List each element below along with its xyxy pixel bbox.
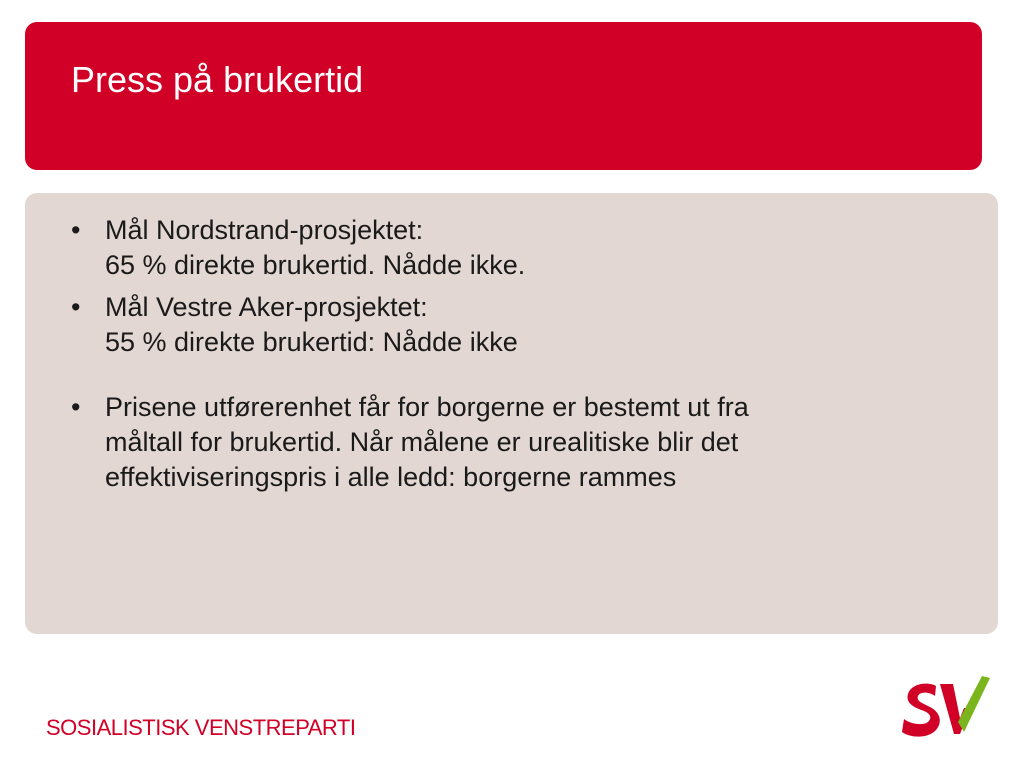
content-box xyxy=(25,193,998,634)
sv-logo-icon xyxy=(898,672,994,744)
bullet-item xyxy=(71,213,971,283)
bullet-line: Prisene utførerenhet får for borgerne er bestemt ut fra xyxy=(105,392,749,422)
bullet-item xyxy=(71,390,971,495)
bullet-line: Mål Nordstrand-prosjektet: xyxy=(105,215,424,245)
party-name: SOSIALISTISK VENSTREPARTI xyxy=(46,715,356,740)
bullet-line: Mål Vestre Aker-prosjektet: xyxy=(105,292,428,322)
bullet-marker: • xyxy=(71,215,81,245)
bullet-line: effektiviseringspris i alle ledd: borgerne rammes xyxy=(105,462,677,492)
bullet-list xyxy=(71,213,971,502)
bullet-marker: • xyxy=(71,292,81,322)
title-bar xyxy=(25,22,982,170)
bullet-marker: • xyxy=(71,392,81,422)
bullet-line: 55 % direkte brukertid: Nådde ikke xyxy=(105,327,518,357)
slide-title: Press på brukertid xyxy=(71,59,364,100)
bullet-line: måltall for brukertid. Når målene er urealitiske blir det xyxy=(105,427,739,457)
bullet-item xyxy=(71,290,971,360)
bullet-line: 65 % direkte brukertid. Nådde ikke. xyxy=(105,250,526,280)
